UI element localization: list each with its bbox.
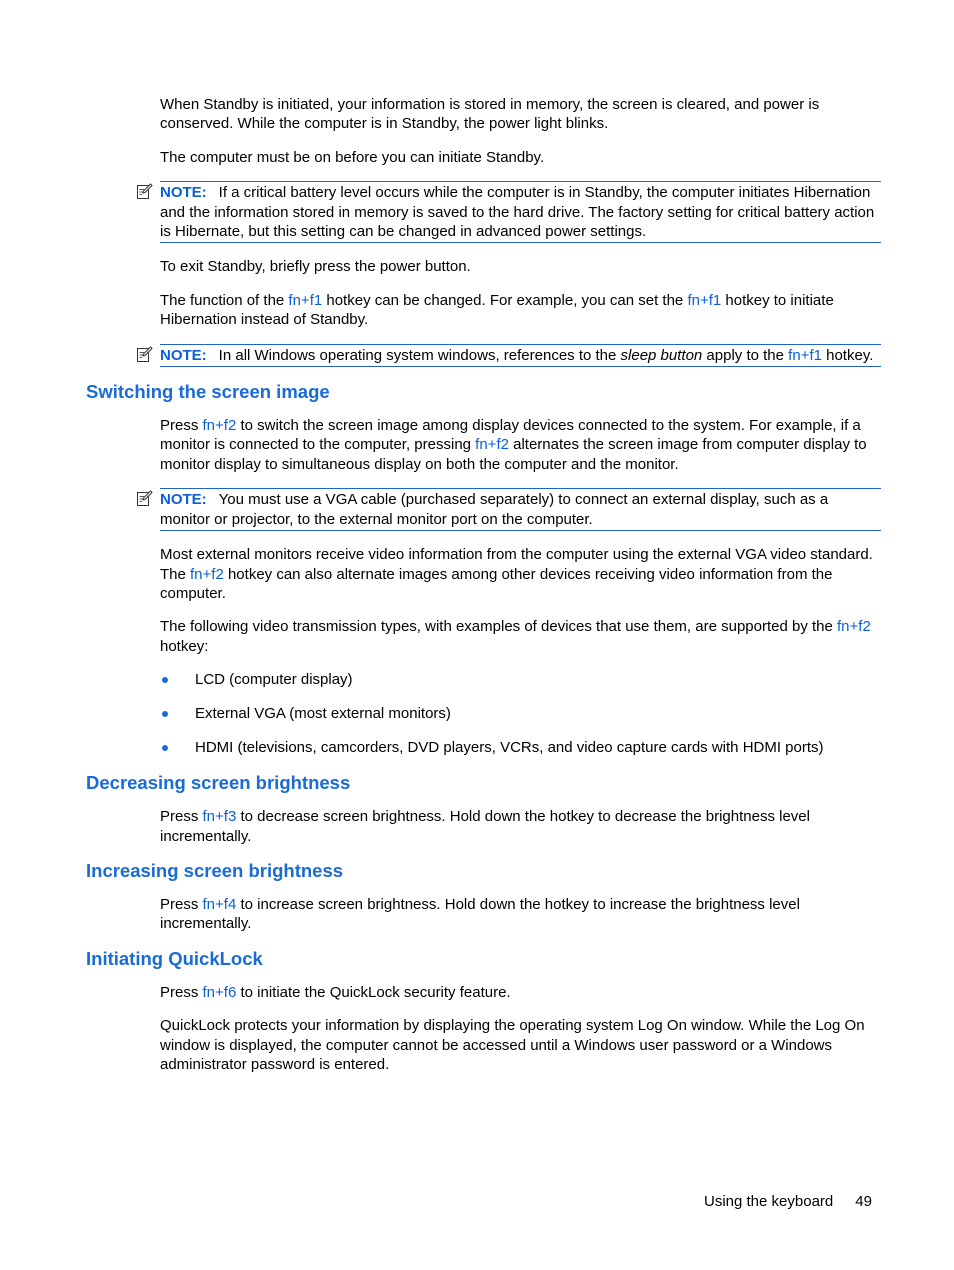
note-sleep-button bbox=[160, 344, 881, 367]
sleep-button-term: sleep button bbox=[620, 346, 703, 364]
hotkey-fn-f2: fn+f2 bbox=[475, 436, 509, 454]
list-item bbox=[195, 704, 954, 723]
heading-switching-screen-image: Switching the screen image bbox=[86, 381, 330, 403]
page-footer bbox=[704, 1192, 872, 1211]
note-pencil-icon bbox=[136, 346, 153, 363]
text-run: The following video transmission types, with examples of devices that use them, are supported by the bbox=[160, 618, 838, 636]
list-item-text: HDMI (televisions, camcorders, DVD players, VCRs, and video capture cards with HDMI ports) bbox=[195, 739, 824, 757]
text-run: alternates the screen image from computer display to monitor display to simultaneous display on both the computer and the monitor. bbox=[160, 436, 867, 473]
heading-decreasing-brightness: Decreasing screen brightness bbox=[86, 772, 351, 794]
hotkey-fn-f6: fn+f6 bbox=[202, 983, 237, 1001]
hotkey-fn-f4: fn+f4 bbox=[202, 895, 237, 913]
text-run: hotkey can be changed. For example, you can set the bbox=[322, 291, 688, 309]
text-run: Press bbox=[160, 983, 203, 1001]
hotkey-fn-f1: fn+f1 bbox=[288, 291, 323, 309]
standby-paragraph: When Standby is initiated, your information is stored in memory, the screen is cleared, and power is conserved. While the computer is in Standby, the power light blinks. bbox=[160, 96, 820, 133]
list-item bbox=[195, 670, 954, 689]
text-run: Most external monitors receive video information from the computer using the external VGA video standard. The bbox=[160, 546, 873, 583]
hotkey-fn-f3: fn+f3 bbox=[202, 808, 237, 826]
note-label: NOTE: bbox=[160, 491, 207, 509]
external-monitors-paragraph bbox=[160, 545, 882, 603]
note-label: NOTE: bbox=[160, 184, 207, 202]
hotkey-fn-f2: fn+f2 bbox=[190, 565, 224, 583]
text-run: to switch the screen image among display devices connected to the system. For example, if a monitor is connected to the computer, pressing bbox=[160, 417, 861, 454]
heading-increasing-brightness: Increasing screen brightness bbox=[86, 859, 344, 881]
text-run: hotkey can also alternate images among other devices receiving video information from the computer. bbox=[160, 565, 833, 602]
bullet-dot-icon bbox=[162, 711, 168, 717]
hotkey-fn-f1: fn+f1 bbox=[788, 346, 822, 364]
note-text: hotkey. bbox=[821, 346, 874, 364]
fn-f4-paragraph bbox=[160, 895, 882, 934]
quicklock-description-paragraph: QuickLock protects your information by displaying the operating system Log On window. While the Log On window is displayed, the computer cannot be accessed until a Windows user password or a Windows administrator password is entered. bbox=[160, 1017, 865, 1073]
note-text: If a critical battery level occurs while the computer is in Standby, the computer initiates Hibernation and the information stored in memory is saved to the hard drive. The factory setting for critical battery action is Hibernate, but this setting can be changed in advanced power settings. bbox=[160, 184, 875, 241]
exit-standby-paragraph: To exit Standby, briefly press the power button. bbox=[160, 258, 471, 276]
note-vga-cable bbox=[160, 488, 881, 531]
note-text: You must use a VGA cable (purchased separately) to connect an external display, such as a monitor or projector, to the external monitor port on the computer. bbox=[160, 491, 829, 528]
text-run: hotkey to initiate Hibernation instead of Standby. bbox=[160, 291, 834, 329]
fn-f2-paragraph bbox=[160, 416, 882, 474]
text-run: to decrease screen brightness. Hold down the hotkey to decrease the brightness level incrementally. bbox=[160, 808, 810, 845]
hotkey-fn-f2: fn+f2 bbox=[202, 417, 237, 435]
standby-requirement-paragraph: The computer must be on before you can initiate Standby. bbox=[160, 148, 545, 166]
text-run: Press bbox=[160, 895, 203, 913]
note-critical-battery bbox=[160, 181, 881, 243]
text-run: The function of the bbox=[160, 291, 289, 309]
video-types-paragraph bbox=[160, 617, 882, 656]
footer-section-title: Using the keyboard bbox=[704, 1193, 834, 1210]
note-pencil-icon bbox=[136, 490, 153, 507]
list-item-text: LCD (computer display) bbox=[195, 671, 353, 689]
note-pencil-icon bbox=[136, 183, 153, 200]
bullet-dot-icon bbox=[162, 745, 168, 751]
list-item bbox=[195, 738, 954, 757]
text-run: to initiate the QuickLock security feature. bbox=[236, 983, 511, 1001]
bullet-dot-icon bbox=[162, 677, 168, 683]
heading-initiating-quicklock: Initiating QuickLock bbox=[86, 947, 263, 969]
note-text: apply to the bbox=[702, 346, 789, 364]
page-content bbox=[0, 95, 954, 1088]
text-run: hotkey: bbox=[160, 637, 209, 655]
note-text: In all Windows operating system windows, references to the bbox=[218, 346, 621, 364]
fn-f3-paragraph bbox=[160, 807, 882, 846]
hotkey-fn-f1: fn+f1 bbox=[687, 291, 722, 309]
fn-f1-paragraph bbox=[160, 291, 882, 330]
video-types-list bbox=[0, 670, 954, 757]
fn-f6-paragraph bbox=[160, 983, 882, 1002]
list-item-text: External VGA (most external monitors) bbox=[195, 705, 451, 723]
text-run: Press bbox=[160, 417, 203, 435]
text-run: Press bbox=[160, 808, 203, 826]
page-number: 49 bbox=[855, 1193, 872, 1210]
hotkey-fn-f2: fn+f2 bbox=[837, 618, 871, 636]
text-run: to increase screen brightness. Hold down the hotkey to increase the brightness level incrementally. bbox=[160, 895, 800, 933]
note-label: NOTE: bbox=[160, 346, 207, 364]
